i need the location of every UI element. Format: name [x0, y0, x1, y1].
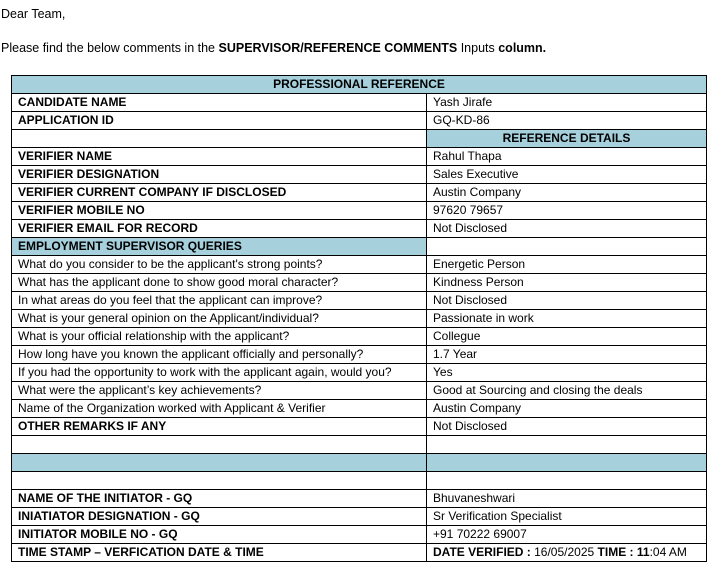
- separator-cell: [427, 454, 707, 472]
- table-row: [12, 256, 707, 274]
- query-value: 1.7 Year: [427, 346, 707, 364]
- table-row: [12, 400, 707, 418]
- verifier-label: VERIFIER NAME: [12, 148, 427, 166]
- intro-end: column.: [498, 41, 547, 55]
- table-row: [12, 382, 707, 400]
- table-row: [12, 490, 707, 508]
- verifier-value: 97620 79657: [427, 202, 707, 220]
- query-label: What do you consider to be the applicant's strong points?: [12, 256, 427, 274]
- table-title-row: [12, 76, 707, 94]
- verifier-value: Not Disclosed: [427, 220, 707, 238]
- query-value: Good at Sourcing and closing the deals: [427, 382, 707, 400]
- intro-prefix: Please find the below comments in the: [1, 41, 216, 55]
- empty-row: [12, 436, 707, 454]
- query-label: Name of the Organization worked with Applicant & Verifier: [12, 400, 427, 418]
- query-value: Yes: [427, 364, 707, 382]
- other-remarks-label: OTHER REMARKS IF ANY: [12, 418, 427, 436]
- query-value: Energetic Person: [427, 256, 707, 274]
- table-row: [12, 112, 707, 130]
- application-id-value: GQ-KD-86: [427, 112, 707, 130]
- initiator-value: Sr Verification Specialist: [427, 508, 707, 526]
- table-row: [12, 184, 707, 202]
- query-value: Austin Company: [427, 400, 707, 418]
- query-value: Passionate in work: [427, 310, 707, 328]
- query-label: What were the applicant’s key achievements?: [12, 382, 427, 400]
- reference-details-header: REFERENCE DETAILS: [427, 130, 707, 148]
- empty-cell: [12, 436, 427, 454]
- empty-cell: [427, 436, 707, 454]
- table-row: [12, 310, 707, 328]
- table-title: PROFESSIONAL REFERENCE: [12, 76, 707, 94]
- table-row: [12, 94, 707, 112]
- query-label: What has the applicant done to show good moral character?: [12, 274, 427, 292]
- initiator-label: INIATIATOR DESIGNATION - GQ: [12, 508, 427, 526]
- verifier-value: Rahul Thapa: [427, 148, 707, 166]
- table-row: [12, 526, 707, 544]
- table-row: [12, 364, 707, 382]
- table-row: [12, 274, 707, 292]
- verifier-label: VERIFIER CURRENT COMPANY IF DISCLOSED: [12, 184, 427, 202]
- separator-row: [12, 454, 707, 472]
- candidate-name-label: CANDIDATE NAME: [12, 94, 427, 112]
- queries-header: EMPLOYMENT SUPERVISOR QUERIES: [12, 238, 427, 256]
- verifier-label: VERIFIER MOBILE NO: [12, 202, 427, 220]
- time-hour: 11: [636, 545, 650, 559]
- query-label: What is your official relationship with the applicant?: [12, 328, 427, 346]
- table-row: [12, 346, 707, 364]
- verifier-label: VERIFIER DESIGNATION: [12, 166, 427, 184]
- application-id-label: APPLICATION ID: [12, 112, 427, 130]
- table-row: [12, 148, 707, 166]
- table-row: [12, 328, 707, 346]
- table-row: [12, 220, 707, 238]
- initiator-value: Bhuvaneshwari: [427, 490, 707, 508]
- queries-header-blank: [427, 238, 707, 256]
- query-label: If you had the opportunity to work with the applicant again, would you?: [12, 364, 427, 382]
- table-row: [12, 544, 707, 562]
- time-rest: :04 AM: [649, 545, 687, 559]
- table-row: [12, 508, 707, 526]
- initiator-label: NAME OF THE INITIATOR - GQ: [12, 490, 427, 508]
- query-label: How long have you known the applicant officially and personally?: [12, 346, 427, 364]
- verifier-label: VERIFIER EMAIL FOR RECORD: [12, 220, 427, 238]
- email-intro: [1, 41, 546, 55]
- verifier-value: Austin Company: [427, 184, 707, 202]
- initiator-value: +91 70222 69007: [427, 526, 707, 544]
- professional-reference-table: [11, 75, 707, 562]
- table-row: [12, 418, 707, 436]
- query-value: Not Disclosed: [427, 292, 707, 310]
- separator-cell: [12, 454, 427, 472]
- timestamp-value: [427, 544, 707, 562]
- reference-details-row: [12, 130, 707, 148]
- other-remarks-value: Not Disclosed: [427, 418, 707, 436]
- table-row: [12, 292, 707, 310]
- reference-details-blank: [12, 130, 427, 148]
- initiator-label: INITIATOR MOBILE NO - GQ: [12, 526, 427, 544]
- timestamp-label: TIME STAMP – VERFICATION DATE & TIME: [12, 544, 427, 562]
- query-label: What is your general opinion on the Applicant/individual?: [12, 310, 427, 328]
- candidate-name-value: Yash Jirafe: [427, 94, 707, 112]
- time-label: TIME :: [597, 545, 634, 559]
- table-row: [12, 166, 707, 184]
- table-row: [12, 202, 707, 220]
- queries-header-row: [12, 238, 707, 256]
- intro-bold-section: SUPERVISOR/REFERENCE COMMENTS: [218, 41, 458, 55]
- date-verified-label: DATE VERIFIED :: [433, 545, 531, 559]
- date-verified-value: 16/05/2025: [534, 545, 595, 559]
- email-greeting: Dear Team,: [1, 7, 66, 21]
- query-label: In what areas do you feel that the applicant can improve?: [12, 292, 427, 310]
- query-value: Kindness Person: [427, 274, 707, 292]
- query-value: Collegue: [427, 328, 707, 346]
- empty-row: [12, 472, 707, 490]
- verifier-value: Sales Executive: [427, 166, 707, 184]
- empty-cell: [12, 472, 427, 490]
- empty-cell: [427, 472, 707, 490]
- intro-mid: Inputs: [460, 41, 495, 55]
